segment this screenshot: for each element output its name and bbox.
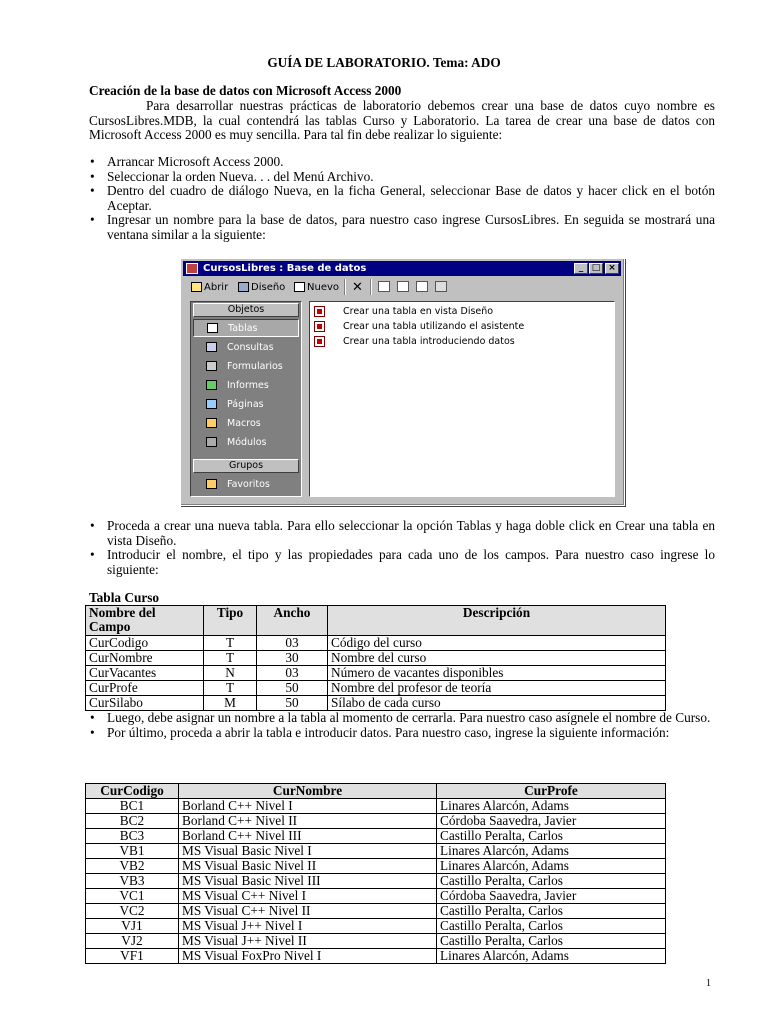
groups-header[interactable]: Grupos bbox=[193, 459, 299, 473]
intro-paragraph bbox=[89, 99, 715, 143]
module-icon bbox=[206, 437, 217, 447]
sidebar-item-modulos[interactable]: Módulos bbox=[193, 433, 299, 451]
sidebar-item-formularios[interactable]: Formularios bbox=[193, 357, 299, 375]
sidebar-item-macros[interactable]: Macros bbox=[193, 414, 299, 432]
column-header: CurCodigo bbox=[86, 784, 179, 799]
column-header: Ancho bbox=[257, 606, 328, 636]
table-cell: Número de vacantes disponibles bbox=[328, 666, 666, 681]
details-view-icon[interactable] bbox=[435, 281, 447, 292]
table-cell: VJ1 bbox=[86, 919, 179, 934]
new-button[interactable]: Nuevo bbox=[294, 280, 339, 294]
table-cell: Borland C++ Nivel II bbox=[179, 814, 437, 829]
table-cell: Castillo Peralta, Carlos bbox=[437, 874, 666, 889]
table-cell: BC2 bbox=[86, 814, 179, 829]
objects-sidebar bbox=[190, 301, 302, 497]
sidebar-item-informes[interactable]: Informes bbox=[193, 376, 299, 394]
query-icon bbox=[206, 342, 217, 352]
large-icons-icon[interactable] bbox=[378, 281, 390, 292]
table-cell: VB2 bbox=[86, 859, 179, 874]
data-table bbox=[85, 783, 666, 964]
macro-icon bbox=[206, 418, 217, 428]
table-row bbox=[86, 904, 666, 919]
table-cell: BC1 bbox=[86, 799, 179, 814]
table-row bbox=[86, 934, 666, 949]
table-row bbox=[86, 859, 666, 874]
open-button[interactable]: Abrir bbox=[191, 280, 228, 294]
sidebar-item-paginas[interactable]: Páginas bbox=[193, 395, 299, 413]
toolbar-separator bbox=[344, 279, 346, 295]
table-cell: Linares Alarcón, Adams bbox=[437, 949, 666, 964]
access-app-icon bbox=[186, 263, 198, 274]
column-header: Tipo bbox=[204, 606, 257, 636]
table-row bbox=[86, 844, 666, 859]
list-item: • Por último, proceda a abrir la tabla e introducir datos. Para nuestro caso, ingrese la siguiente información: bbox=[90, 724, 670, 740]
list-item[interactable]: Crear una tabla introduciendo datos bbox=[314, 334, 515, 348]
table-cell: Linares Alarcón, Adams bbox=[437, 799, 666, 814]
table-cell: Córdoba Saavedra, Javier bbox=[437, 889, 666, 904]
table-cell: N bbox=[204, 666, 257, 681]
table-cell: Borland C++ Nivel I bbox=[179, 799, 437, 814]
table-cell: MS Visual FoxPro Nivel I bbox=[179, 949, 437, 964]
table-cell: VC2 bbox=[86, 904, 179, 919]
table-cell: Nombre del curso bbox=[328, 651, 666, 666]
table-cell: Borland C++ Nivel III bbox=[179, 829, 437, 844]
list-item[interactable]: Crear una tabla en vista Diseño bbox=[314, 304, 493, 318]
open-icon bbox=[191, 282, 202, 292]
table-header-row bbox=[86, 606, 666, 636]
design-button[interactable]: Diseño bbox=[238, 280, 285, 294]
list-view-icon[interactable] bbox=[416, 281, 428, 292]
table-cell: Castillo Peralta, Carlos bbox=[437, 904, 666, 919]
table-cell: T bbox=[204, 681, 257, 696]
table-row bbox=[86, 636, 666, 651]
table-cell: VJ2 bbox=[86, 934, 179, 949]
list-item: • Luego, debe asignar un nombre a la tabla al momento de cerrarla. Para nuestro caso asígnele el nombre de Curso. bbox=[90, 710, 711, 725]
sidebar-item-tablas[interactable]: Tablas bbox=[193, 319, 299, 337]
list-item: • Ingresar un nombre para la base de datos, para nuestro caso ingrese CursosLibres. En seguida se mostrará una ventana similar a la siguiente: bbox=[90, 212, 715, 242]
table-cell: MS Visual J++ Nivel II bbox=[179, 934, 437, 949]
maximize-button[interactable]: □ bbox=[589, 263, 603, 274]
table-row bbox=[86, 949, 666, 964]
table-cell: 50 bbox=[257, 681, 328, 696]
table-cell: BC3 bbox=[86, 829, 179, 844]
small-icons-icon[interactable] bbox=[397, 281, 409, 292]
list-item[interactable]: Crear una tabla utilizando el asistente bbox=[314, 319, 524, 333]
list-item: • Dentro del cuadro de diálogo Nueva, en la ficha General, seleccionar Base de datos y hacer click en el botón Aceptar. bbox=[90, 183, 715, 213]
close-button[interactable]: × bbox=[605, 263, 619, 274]
table-cell: 03 bbox=[257, 666, 328, 681]
list-item: • Arrancar Microsoft Access 2000. bbox=[90, 154, 284, 169]
table-cell: MS Visual Basic Nivel III bbox=[179, 874, 437, 889]
toolbar-separator bbox=[370, 279, 372, 295]
table-cell: 50 bbox=[257, 696, 328, 711]
table-row bbox=[86, 799, 666, 814]
table-cell: CurNombre bbox=[86, 651, 204, 666]
create-table-icon bbox=[314, 336, 325, 347]
table-cell: MS Visual J++ Nivel I bbox=[179, 919, 437, 934]
minimize-button[interactable]: _ bbox=[574, 263, 588, 274]
table-cell: MS Visual C++ Nivel II bbox=[179, 904, 437, 919]
table-cell: VB3 bbox=[86, 874, 179, 889]
table-row bbox=[86, 696, 666, 711]
list-item: • Seleccionar la orden Nueva. . . del Menú Archivo. bbox=[90, 168, 374, 184]
table-row bbox=[86, 889, 666, 904]
table-cell: T bbox=[204, 636, 257, 651]
create-table-icon bbox=[314, 306, 325, 317]
window-toolbar bbox=[183, 277, 621, 297]
table-cell: Nombre del profesor de teoría bbox=[328, 681, 666, 696]
table-icon bbox=[207, 323, 218, 333]
table-cell: CurCodigo bbox=[86, 636, 204, 651]
column-header: CurNombre bbox=[179, 784, 437, 799]
table-cell: Sílabo de cada curso bbox=[328, 696, 666, 711]
list-item: • Proceda a crear una nueva tabla. Para ello seleccionar la opción Tablas y haga doble click en Crear una tabla en vista Diseño. bbox=[90, 518, 715, 548]
delete-icon[interactable]: ✕ bbox=[352, 279, 363, 295]
intro-text: Para desarrollar nuestras prácticas de laboratorio debemos crear una base de datos cuyo nombre es CursosLibres.MDB, la cual contendrá las tablas Curso y Laboratorio. La tarea de crear una base de datos con Microsoft Access 2000 es muy sencilla. Para tal fin debe realizar lo siguiente: bbox=[89, 98, 715, 143]
table-row bbox=[86, 666, 666, 681]
table-row bbox=[86, 919, 666, 934]
table-header-row bbox=[86, 784, 666, 799]
bullet-list-3 bbox=[89, 711, 715, 740]
table-cell: VC1 bbox=[86, 889, 179, 904]
table-cell: CurProfe bbox=[86, 681, 204, 696]
column-header: Descripción bbox=[328, 606, 666, 636]
objects-list bbox=[309, 301, 615, 497]
favorites-icon bbox=[206, 479, 217, 489]
window-title: CursosLibres : Base de datos bbox=[203, 263, 367, 274]
column-header: Nombre del Campo bbox=[86, 606, 204, 636]
table-cell: 30 bbox=[257, 651, 328, 666]
table-cell: Linares Alarcón, Adams bbox=[437, 859, 666, 874]
table-row bbox=[86, 651, 666, 666]
bullet-list-1 bbox=[89, 155, 715, 243]
page-number: 1 bbox=[706, 978, 711, 989]
form-icon bbox=[206, 361, 217, 371]
create-table-icon bbox=[314, 321, 325, 332]
design-icon bbox=[238, 282, 249, 292]
report-icon bbox=[206, 380, 217, 390]
section-heading: Creación de la base de datos con Microsoft Access 2000 bbox=[89, 83, 402, 98]
sidebar-item-favoritos[interactable]: Favoritos bbox=[193, 475, 299, 493]
new-icon bbox=[294, 282, 305, 292]
page-icon bbox=[206, 399, 217, 409]
table-caption: Tabla Curso bbox=[89, 590, 160, 605]
table-cell: VF1 bbox=[86, 949, 179, 964]
column-header: CurProfe bbox=[437, 784, 666, 799]
window-titlebar bbox=[183, 261, 621, 276]
table-cell: Córdoba Saavedra, Javier bbox=[437, 814, 666, 829]
table-cell: CurSilabo bbox=[86, 696, 204, 711]
table-cell: 03 bbox=[257, 636, 328, 651]
table-row bbox=[86, 874, 666, 889]
curso-table bbox=[85, 605, 666, 711]
table-cell: Castillo Peralta, Carlos bbox=[437, 829, 666, 844]
table-cell: MS Visual Basic Nivel II bbox=[179, 859, 437, 874]
table-cell: Código del curso bbox=[328, 636, 666, 651]
table-cell: Castillo Peralta, Carlos bbox=[437, 934, 666, 949]
table-cell: VB1 bbox=[86, 844, 179, 859]
sidebar-item-consultas[interactable]: Consultas bbox=[193, 338, 299, 356]
table-cell: Castillo Peralta, Carlos bbox=[437, 919, 666, 934]
table-cell: T bbox=[204, 651, 257, 666]
doc-title: GUÍA DE LABORATORIO. Tema: ADO bbox=[267, 55, 501, 70]
table-cell: MS Visual Basic Nivel I bbox=[179, 844, 437, 859]
table-row bbox=[86, 829, 666, 844]
table-row bbox=[86, 814, 666, 829]
table-row bbox=[86, 681, 666, 696]
objects-header[interactable]: Objetos bbox=[193, 303, 299, 317]
table-cell: Linares Alarcón, Adams bbox=[437, 844, 666, 859]
table-cell: CurVacantes bbox=[86, 666, 204, 681]
bullet-list-2 bbox=[89, 519, 715, 577]
list-item: • Introducir el nombre, el tipo y las propiedades para cada uno de los campos. Para nuestro caso ingrese lo siguiente: bbox=[90, 547, 715, 577]
access-database-window bbox=[180, 258, 625, 506]
table-cell: M bbox=[204, 696, 257, 711]
table-cell: MS Visual C++ Nivel I bbox=[179, 889, 437, 904]
